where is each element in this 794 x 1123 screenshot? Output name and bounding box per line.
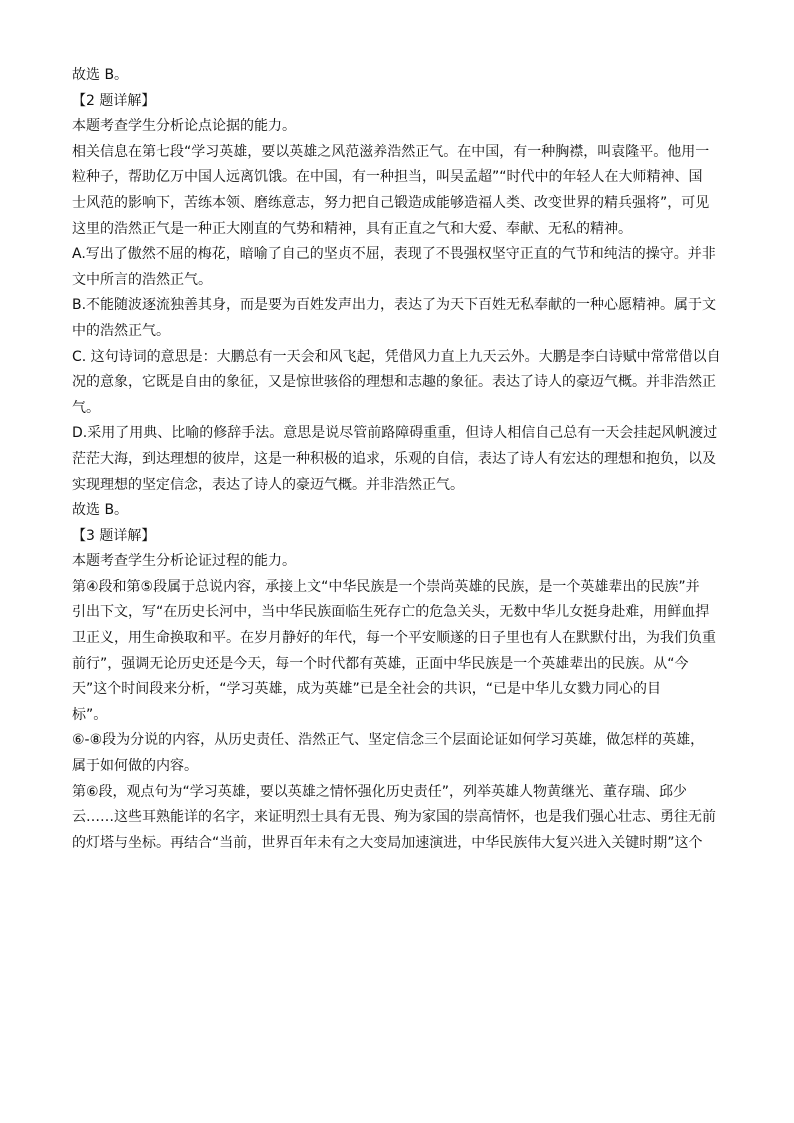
text-line: 茫茫大海，到达理想的彼岸，这是一种积极的追求，乐观的自信，表达了诗人有宏达的理想和抱负，以及 bbox=[72, 450, 716, 467]
text-line: 实现理想的坚定信念，表达了诗人的豪迈气概。并非浩然正气。 bbox=[72, 476, 464, 493]
text-line: 故选 B。 bbox=[72, 502, 129, 519]
text-line: 这里的浩然正气是一种正大刚直的气势和精神，具有正直之气和大爱、奉献、无私的精神。 bbox=[72, 220, 632, 237]
text-line: 前行”，强调无论历史还是今天，每一个时代都有英雄，正面中华民族是一个英雄辈出的民族。从“今 bbox=[72, 655, 689, 672]
text-line: 本题考查学生分析论点论据的能力。 bbox=[72, 118, 296, 135]
text-line: 天”这个时间段来分析，“学习英雄，成为英雄”已是全社会的共识，“已是中华儿女戮力同心的目 bbox=[72, 681, 662, 698]
text-line: 士风范的影响下，苦练本领、磨练意志，努力把自己锻造成能够造福人类、改变世界的精兵强将”，可见 bbox=[72, 194, 710, 211]
text-line: 【2 题详解】 bbox=[72, 92, 156, 109]
text-line: 粒种子，帮助亿万中国人远离饥饿。在中国，有一种担当，叫吴孟超”“时代中的年轻人在大师精神、国 bbox=[72, 169, 703, 186]
text-line: 标”。 bbox=[72, 706, 108, 723]
text-line: 属于如何做的内容。 bbox=[72, 758, 198, 775]
answer-explanation-text bbox=[72, 63, 722, 856]
text-line: 卫正义，用生命换取和平。在岁月静好的年代，每一个平安顺遂的日子里也有人在默默付出，为我们负重 bbox=[72, 630, 716, 647]
text-line: 第④段和第⑤段属于总说内容，承接上文“中华民族是一个崇尚英雄的民族，是一个英雄辈出的民族”并 bbox=[72, 578, 700, 595]
text-line: 况的意象，它既是自由的象征，又是惊世骇俗的理想和志趣的象征。表达了诗人的豪迈气概。并非浩然正 bbox=[72, 374, 716, 391]
text-line: 的灯塔与坐标。再结合“当前，世界百年未有之大变局加速演进，中华民族伟大复兴进入关键时期”这个 bbox=[72, 834, 703, 851]
text-line: B.不能随波逐流独善其身，而是要为百姓发声出力，表达了为天下百姓无私奉献的一种心愿精神。属于文 bbox=[72, 297, 717, 314]
text-line: 故选 B。 bbox=[72, 67, 129, 83]
text-line: 文中所言的浩然正气。 bbox=[72, 271, 212, 288]
text-line: 本题考查学生分析论证过程的能力。 bbox=[72, 553, 296, 570]
text-line: 云……这些耳熟能详的名字，来证明烈士具有无畏、殉为家国的崇高情怀，也是我们强心壮志、勇往无前 bbox=[72, 809, 716, 826]
text-line: C. 这句诗词的意思是：大鹏总有一天会和风飞起，凭借风力直上九天云外。大鹏是李白诗赋中常常借以自 bbox=[72, 348, 721, 365]
text-line: 相关信息在第七段“学习英雄，要以英雄之风范滋养浩然正气。在中国，有一种胸襟，叫袁隆平。他用一 bbox=[72, 143, 710, 160]
text-line: A.写出了傲然不屈的梅花，暗喻了自己的坚贞不屈，表现了不畏强权坚守正直的气节和纯洁的操守。并非 bbox=[72, 246, 716, 263]
text-line: 中的浩然正气。 bbox=[72, 322, 170, 339]
text-line: 第⑥段，观点句为“学习英雄，要以英雄之情怀强化历史责任”，列举英雄人物黄继光、董存瑞、邱少 bbox=[72, 783, 688, 800]
text-line: 【3 题详解】 bbox=[72, 527, 156, 544]
text-line: 气。 bbox=[72, 399, 100, 416]
text-line: D.采用了用典、比喻的修辞手法。意思是说尽管前路障碍重重，但诗人相信自己总有一天会挂起风帆渡过 bbox=[72, 425, 718, 442]
text-line: 引出下文，写“在历史长河中，当中华民族面临生死存亡的危急关头，无数中华儿女挺身赴难，用鲜血捍 bbox=[72, 604, 710, 621]
text-line: ⑥-⑧段为分说的内容，从历史责任、浩然正气、坚定信念三个层面论证如何学习英雄，做怎样的英雄， bbox=[72, 732, 705, 749]
